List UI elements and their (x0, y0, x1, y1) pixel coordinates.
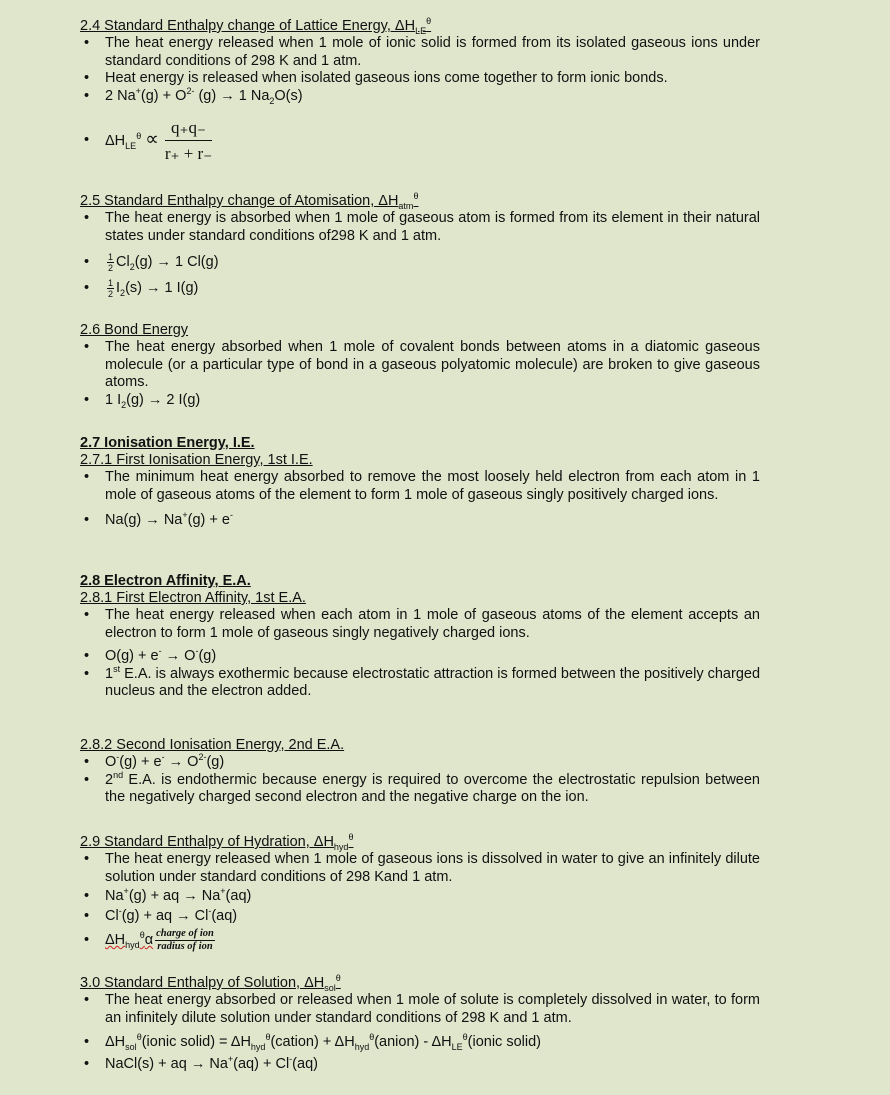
bullet-icon: • (84, 210, 90, 226)
hydration-fraction: $\frac{\text{charge of ion}}{\text{radius of ion}}$ (156, 927, 214, 952)
list-item: • Na(g) → Na+(g) + e- (84, 510, 233, 528)
bullet-icon: • (84, 132, 90, 148)
bullet-list (80, 607, 760, 701)
list-item: • $\frac{1}{2}$ $Cl_2(g) \to 1$ Cl(g) (80, 249, 760, 275)
section-solution (80, 975, 760, 1075)
list-item: • The heat energy released when each atom in 1 mole of gaseous atoms of the element accepts an electron to form 1 mole of gaseous singly negatively charged ions. (84, 607, 760, 641)
list-item: • $O^-(g) + e^- \to O^{2-}(g)$ (84, 752, 225, 770)
list-item: • The heat energy is absorbed when 1 mole of gaseous atom is formed from its element in their natural states under standard conditions of298 K and 1 atm. (84, 210, 760, 244)
subsection-heading: 2.8.1 First Electron Affinity, 1st E.A. (80, 590, 306, 606)
bullet-icon: • (84, 754, 90, 770)
list-item-formula: • $\Delta H_{LE}^\theta$ ∝ $\frac{q_+q_-}{r_+ + r_-}$ (80, 115, 760, 166)
bullet-icon: • (84, 35, 90, 51)
list-item: • 2nd E.A. is endothermic because energy is required to overcome the electrostatic repulsion between the negatively charged second electron and the negative charge on the ion. (84, 769, 760, 805)
bullet-icon: • (84, 851, 90, 867)
hydration-formula: $\Delta H_{hyd}^\theta\alpha$ (105, 930, 154, 950)
bullet-icon: • (84, 87, 90, 104)
bullet-icon: • (84, 280, 90, 296)
half-fraction: $\frac{1}{2}$ (108, 251, 114, 273)
section-hydration (80, 834, 760, 954)
list-item: • The heat energy absorbed or released when 1 mole of solute is completely dissolved in water, to form an infinitely dilute solution under standard conditions of 298 K and 1 atm. (84, 992, 760, 1026)
bullet-icon: • (84, 888, 90, 904)
list-item: • 1 $I_2(g) \to 2$ I(g) (84, 391, 201, 410)
section-second-ea (80, 737, 760, 807)
bullet-icon: • (84, 771, 90, 788)
section-electron-affinity (80, 573, 760, 701)
bullet-list (80, 754, 760, 807)
bullet-icon: • (84, 254, 90, 270)
section-heading: 2.8 Electron Affinity, E.A. (80, 573, 251, 589)
section-heading: 3.0 Standard Enthalpy of Solution, $\Delta H_{sol}^\theta$ (80, 973, 341, 993)
list-item: • The heat energy released when 1 mole of ionic solid is formed from its isolated gaseous ions under standard conditions of 298 K and 1 atm. (84, 35, 760, 69)
bullet-icon: • (84, 665, 90, 682)
bullet-icon: • (84, 1034, 90, 1050)
bullet-list (80, 851, 760, 954)
bullet-icon: • (84, 70, 90, 86)
bullet-list (80, 339, 760, 409)
section-ionisation-energy (80, 435, 760, 530)
section-heading: 2.7 Ionisation Energy, I.E. (80, 435, 255, 451)
list-item: • 2 $Na^+(g) + O^{2-}$ (g) → 1 $Na_2O(s)$ (84, 85, 303, 106)
section-heading: 2.9 Standard Enthalpy of Hydration, $\Delta H_{hyd}^\theta$ (80, 832, 354, 852)
bullet-icon: • (84, 512, 90, 528)
section-atomisation (80, 193, 760, 301)
list-item: • 1st E.A. is always exothermic because electrostatic attraction is formed between the positively charged nucleus and the electron added. (84, 663, 761, 699)
subsection-heading: 2.7.1 First Ionisation Energy, 1st I.E. (80, 452, 313, 468)
list-item-formula (80, 926, 760, 954)
bullet-icon: • (84, 339, 90, 355)
section-lattice-energy (80, 18, 760, 166)
bullet-icon: • (84, 1056, 90, 1072)
list-item: • The minimum heat energy absorbed to remove the most loosely held electron from each atom in 1 mole of gaseous atoms of the element to form 1 mole of gaseous singly positively charged ions. (84, 469, 760, 503)
bullet-list (80, 35, 760, 166)
section-bond-energy (80, 322, 760, 409)
section-heading: 2.5 Standard Enthalpy change of Atomisation, $\Delta H_{atm}^\theta$ (80, 191, 419, 211)
list-item: • Na+(g) + aq → Na+(aq) (84, 886, 252, 904)
bullet-icon: • (84, 992, 90, 1008)
list-item: • $\frac{1}{2}$ $I_2(s) \to 1$ I(g) (80, 275, 760, 301)
section-heading: 2.8.2 Second Ionisation Energy, 2nd E.A. (80, 737, 345, 753)
bullet-list (80, 992, 760, 1075)
list-item: • Heat energy is released when isolated gaseous ions come together to form ionic bonds. (84, 70, 668, 86)
section-heading: 2.4 Standard Enthalpy change of Lattice Energy, $\Delta H_{LE}^\theta$ (80, 16, 432, 36)
bullet-icon: • (84, 469, 90, 485)
list-item: • The heat energy absorbed when 1 mole of covalent bonds between atoms in a diatomic gaseous molecule (or a particular type of bond in a gaseous polyatomic molecule) are broken to give gaseous atoms. (84, 339, 760, 390)
section-heading: 2.6 Bond Energy (80, 322, 189, 338)
bullet-icon: • (84, 607, 90, 623)
bullet-list (80, 210, 760, 301)
list-item: • NaCl(s) + aq → Na+(aq) + Cl-(aq) (80, 1053, 760, 1075)
bullet-list (80, 469, 760, 530)
half-fraction: $\frac{1}{2}$ (108, 277, 114, 299)
list-item: • $\Delta H_{sol}^\theta(ionic$ solid) = $\Delta H_{hyd}^\theta(cation)$ + $\Delta H_{hyd}^\theta(anion)$ - $\Delta H_{LE}^\theta(ionic$ solid) (84, 1032, 541, 1052)
bullet-icon: • (84, 391, 90, 408)
bullet-icon: • (84, 648, 90, 664)
list-item: • Cl-(g) + aq → Cl-(aq) (84, 906, 238, 924)
list-item: • The heat energy released when 1 mole of gaseous ions is dissolved in water to give an infinitely dilute solution under standard conditions of 298 Kand 1 atm. (84, 851, 760, 885)
bullet-icon: • (84, 908, 90, 924)
bullet-icon: • (84, 932, 90, 948)
lattice-energy-fraction: $\frac{q_+q_-}{r_+ + r_-}$ (164, 117, 213, 163)
list-item: • O(g) + e- → O-(g) (84, 646, 217, 664)
